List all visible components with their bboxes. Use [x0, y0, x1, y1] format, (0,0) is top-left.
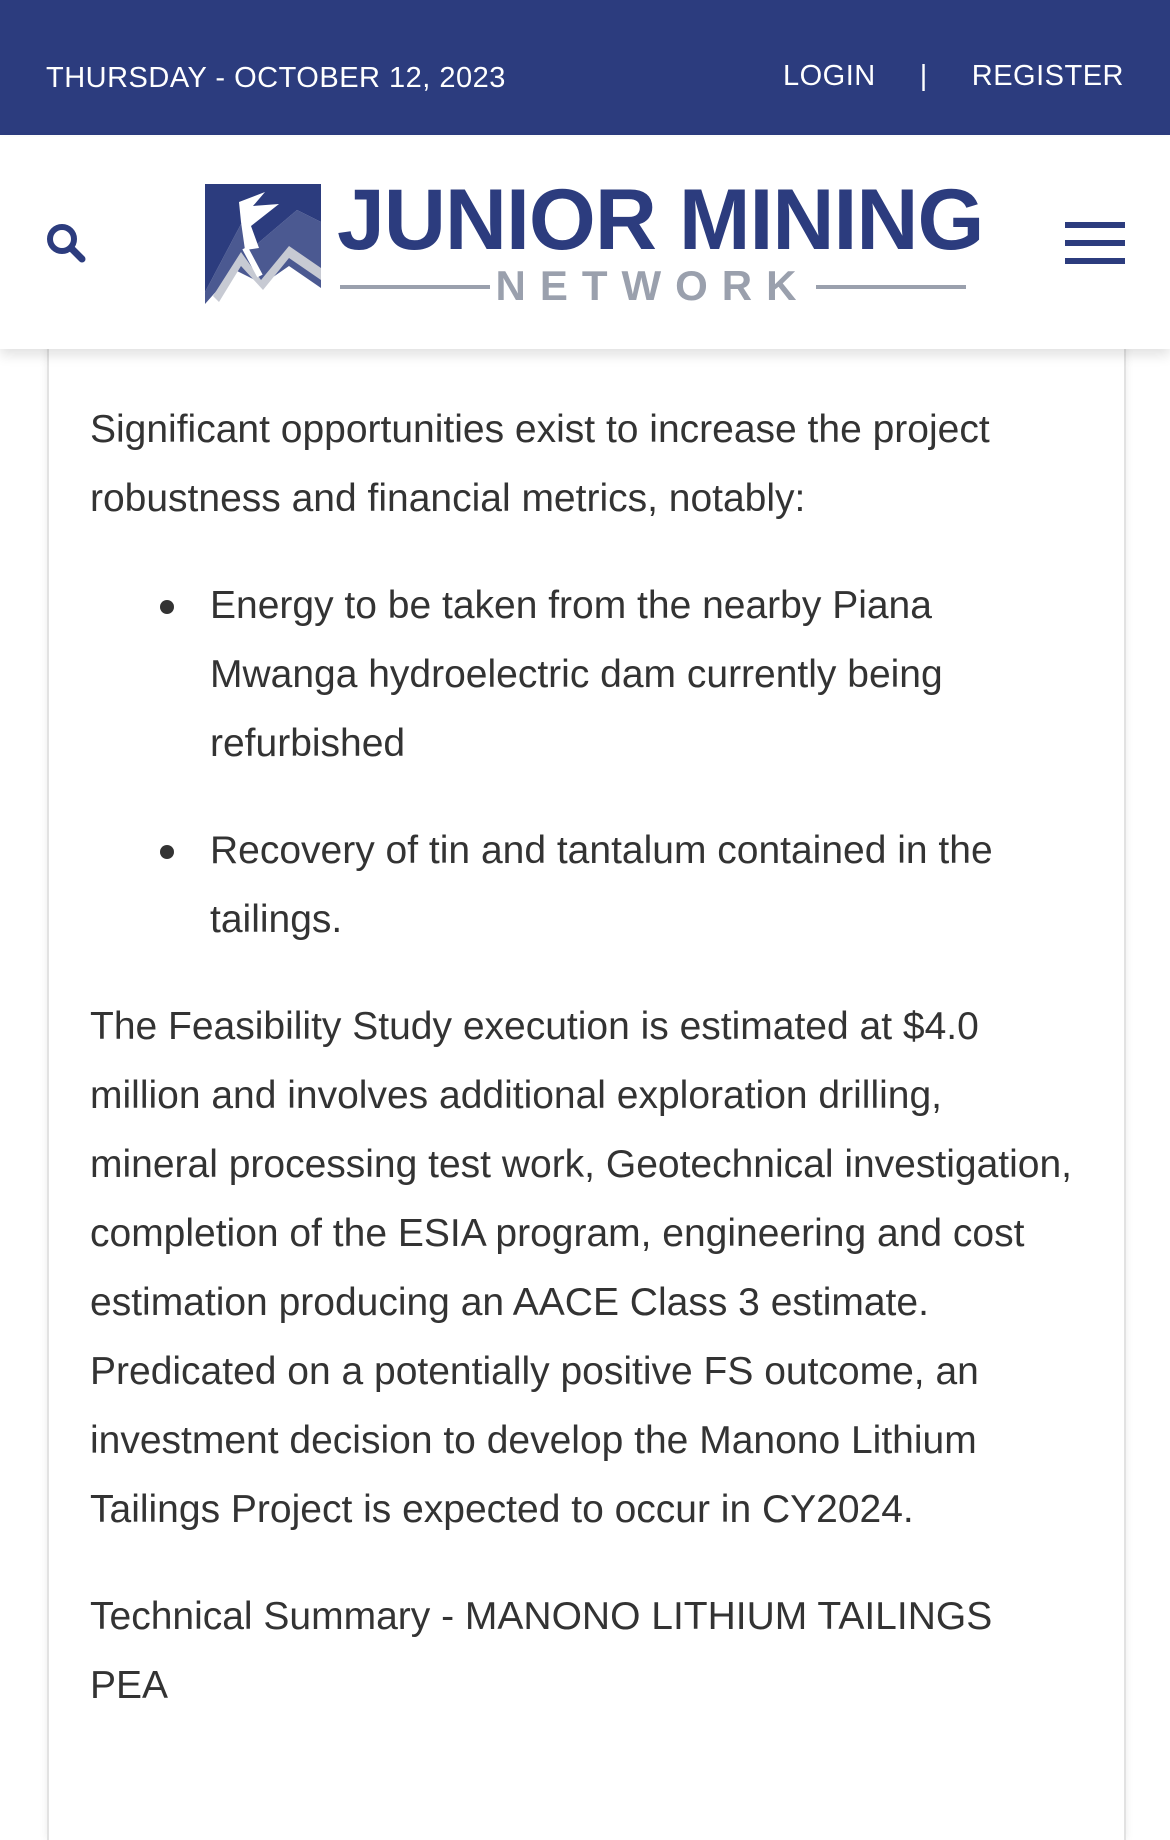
list-item — [90, 816, 1080, 954]
logo-mountain-icon — [205, 184, 321, 309]
bullet-icon — [160, 600, 174, 614]
article-paragraph-intro: Significant opportunities exist to increase the project robustness and financial metrics, notably: — [90, 408, 990, 520]
technical-summary-heading: Technical Summary - MANONO LITHIUM TAILINGS PEA — [90, 1595, 993, 1707]
register-link[interactable]: REGISTER — [971, 60, 1124, 92]
logo-title: JUNIOR MINING — [337, 172, 984, 268]
top-bar — [0, 0, 1170, 135]
auth-separator: | — [919, 60, 928, 92]
logo-subtitle — [340, 262, 966, 309]
current-date: THURSDAY - OCTOBER 12, 2023 — [46, 62, 506, 94]
site-logo[interactable] — [205, 172, 984, 309]
article-paragraph-feasibility: The Feasibility Study execution is estimated at $4.0 million and involves additional exploration drilling, mineral processing test work, Geotechnical investigation, completion of the ESIA program, engineering and cost estimation producing an AACE Class 3 estimate. Predicated on a potentially positive FS outcome, an investment decision to develop the Manono Lithium Tailings Project is expected to occur in CY2024. — [90, 1005, 1072, 1531]
list-item-text: Energy to be taken from the nearby Piana Mwanga hydroelectric dam currently being refurbished — [210, 584, 943, 765]
login-link[interactable]: LOGIN — [782, 60, 876, 92]
opportunities-list — [90, 571, 1080, 954]
search-icon[interactable] — [45, 222, 87, 269]
article-body — [90, 395, 1080, 1720]
logo-subtitle-text: NETWORK — [495, 262, 811, 309]
list-item-text: Recovery of tin and tantalum contained in the tailings. — [210, 829, 993, 941]
auth-links — [783, 60, 1124, 93]
bullet-icon — [160, 845, 174, 859]
list-item — [90, 571, 1080, 778]
hamburger-menu-icon[interactable] — [1065, 222, 1125, 264]
